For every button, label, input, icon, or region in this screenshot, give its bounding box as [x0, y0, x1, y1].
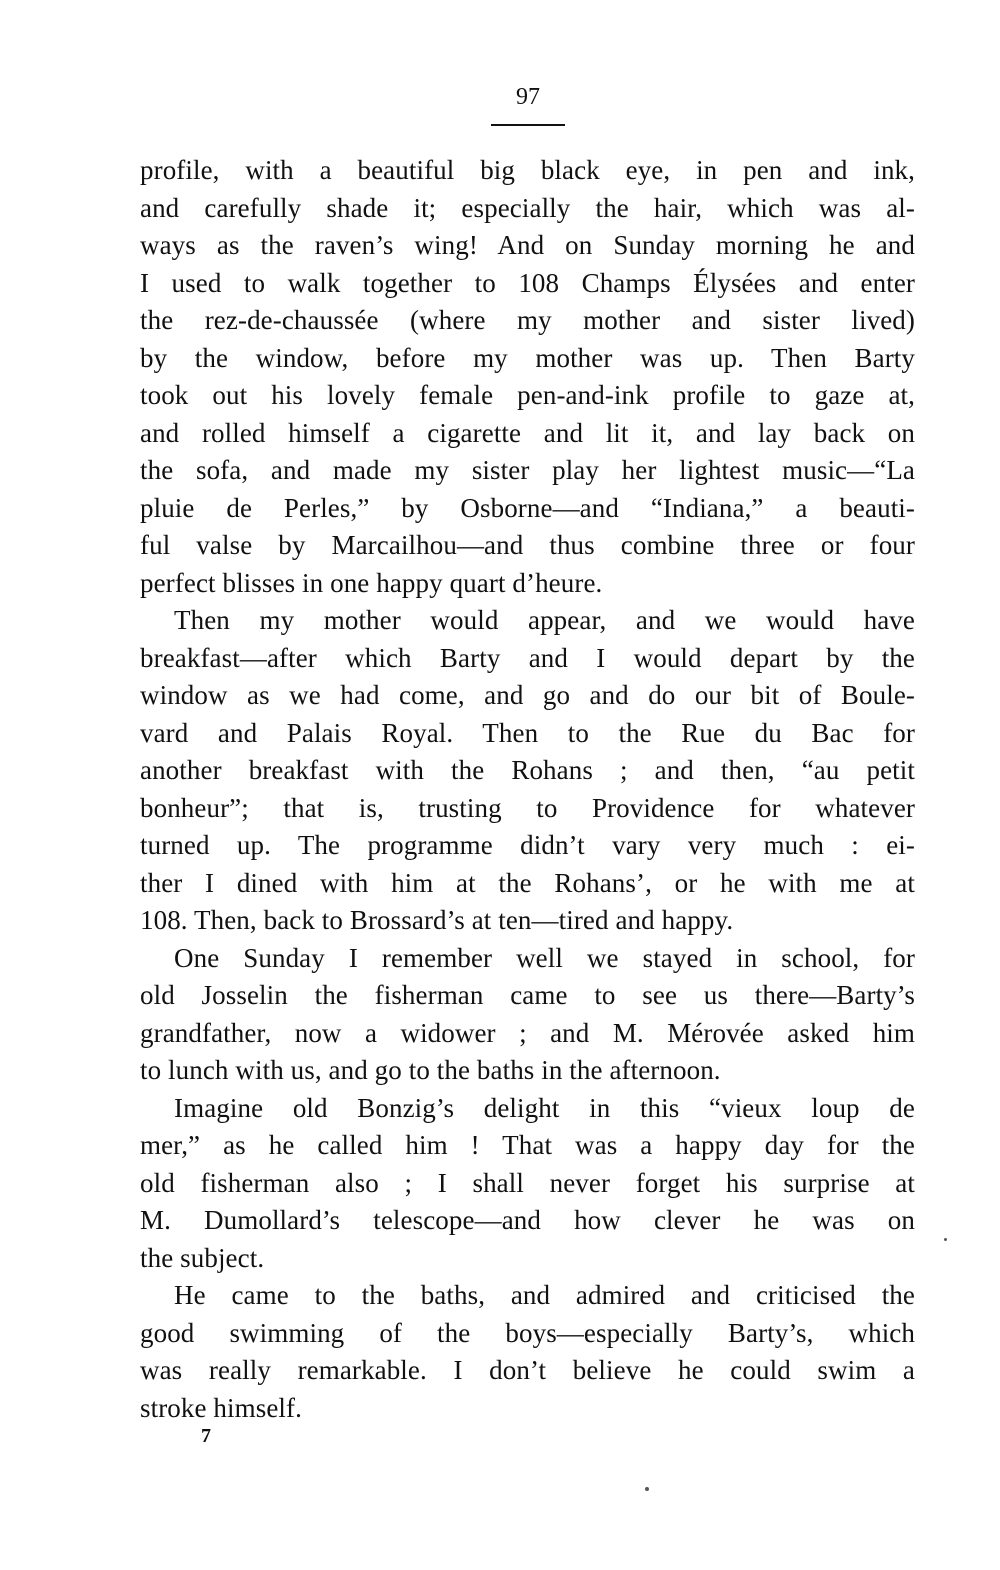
text-line: breakfast—after which Barty and I would depart by the — [140, 642, 915, 673]
page-number: 97 — [516, 84, 540, 110]
text-line: pluie de Perles,” by Osborne—and “Indiana,” a beauti- — [140, 492, 915, 523]
text-line: ways as the raven’s wing! And on Sunday morning he and — [140, 230, 915, 260]
text-line: Then my mother would appear, and we would have — [174, 605, 915, 635]
text-line: window as we had come, and go and do our bit of Boule- — [140, 680, 915, 710]
text-line: Imagine old Bonzig’s delight in this “vieux loup de — [174, 1092, 915, 1123]
text-line: the rez-de-chaussée (where my mother and sister lived) — [140, 305, 915, 335]
text-line: and carefully shade it; especially the hair, which was al- — [140, 192, 915, 223]
text-line: vard and Palais Royal. Then to the Rue du Bac for — [140, 717, 915, 748]
text-line: M. Dumollard’s telescope—and how clever he was on — [140, 1205, 915, 1235]
text-line: perfect blisses in one happy quart d’heure. — [140, 567, 603, 598]
text-line: took out his lovely female pen-and-ink profile to gaze at, — [140, 380, 915, 410]
text-line: profile, with a beautiful big black eye, in pen and ink, — [140, 155, 915, 185]
text-line: turned up. The programme didn’t vary very much : ei- — [140, 830, 915, 860]
text-line: by the window, before my mother was up. Then Barty — [140, 342, 915, 373]
text-line: ther I dined with him at the Rohans’, or he with me at — [140, 867, 915, 898]
text-line: the sofa, and made my sister play her lightest music—“La — [140, 455, 915, 485]
text-line: good swimming of the boys—especially Barty’s, which — [140, 1317, 915, 1348]
text-line: mer,” as he called him ! That was a happy day for the — [140, 1130, 915, 1160]
paper-speck — [944, 1238, 947, 1241]
text-line: One Sunday I remember well we stayed in school, for — [174, 942, 915, 973]
header-rule — [491, 124, 565, 126]
signature-mark: 7 — [201, 1425, 211, 1447]
paper-speck — [645, 1487, 649, 1491]
text-line: grandfather, now a widower ; and M. Mérovée asked him — [140, 1017, 915, 1048]
text-line: bonheur”; that is, trusting to Providence for whatever — [140, 792, 915, 823]
text-line: another breakfast with the Rohans ; and then, “au petit — [140, 755, 915, 785]
text-line: was really remarkable. I don’t believe he could swim a — [140, 1355, 915, 1385]
text-line: old Josselin the fisherman came to see us there—Barty’s — [140, 980, 915, 1010]
text-line: He came to the baths, and admired and criticised the — [174, 1280, 915, 1310]
text-line: to lunch with us, and go to the baths in the afternoon. — [140, 1055, 721, 1085]
text-line: ful valse by Marcailhou—and thus combine three or four — [140, 530, 915, 560]
text-line: old fisherman also ; I shall never forget his surprise at — [140, 1167, 915, 1198]
text-line: stroke himself. — [140, 1392, 302, 1423]
text-line: the subject. — [140, 1242, 265, 1273]
text-line: 108. Then, back to Brossard’s at ten—tired and happy. — [140, 905, 734, 935]
text-line: I used to walk together to 108 Champs Élysées and enter — [140, 267, 915, 298]
text-line: and rolled himself a cigarette and lit it, and lay back on — [140, 417, 915, 448]
body-text — [140, 152, 915, 1427]
